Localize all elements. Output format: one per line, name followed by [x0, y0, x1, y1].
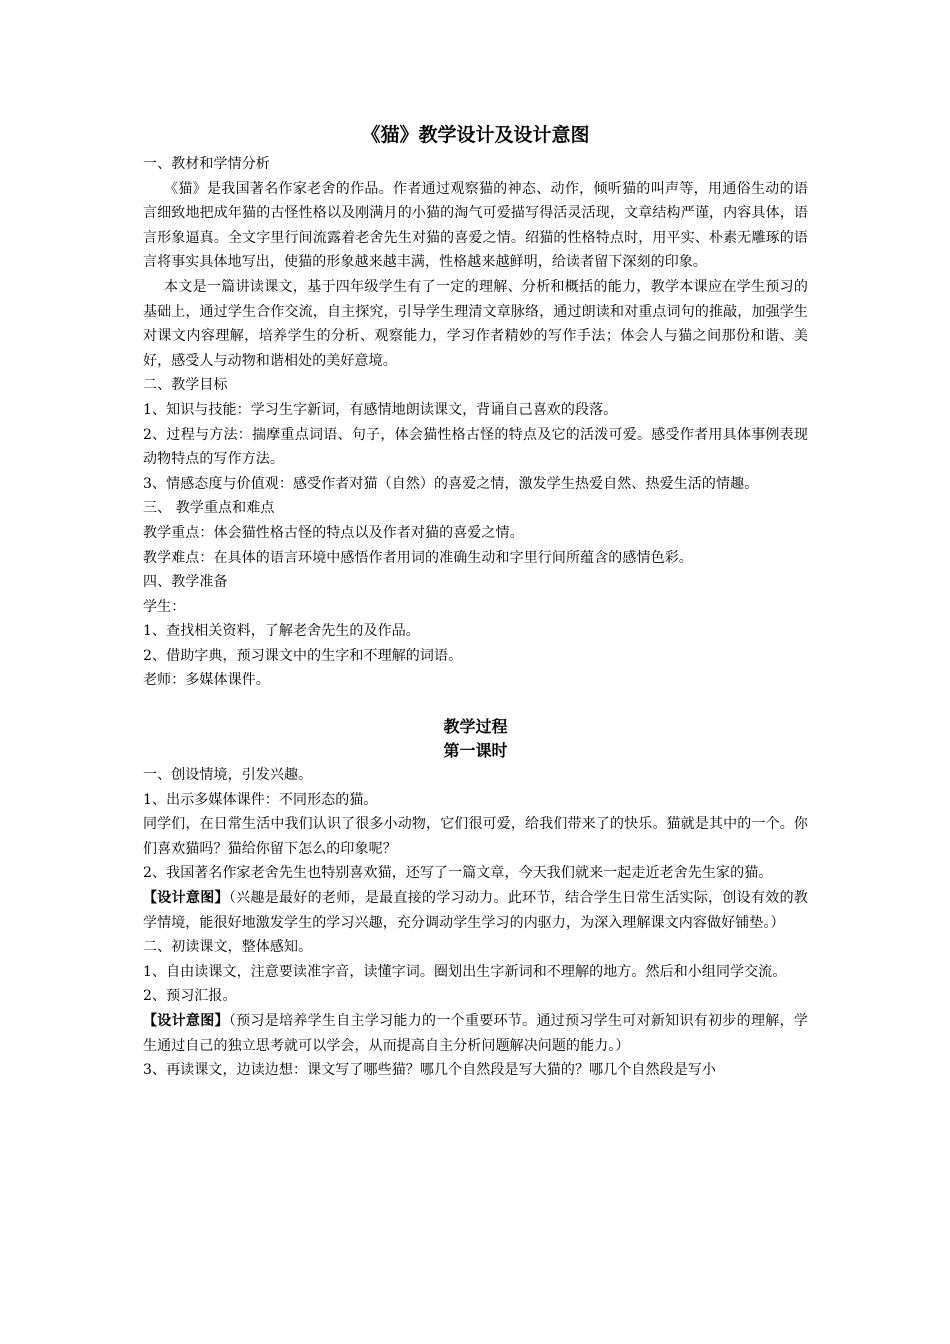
design-intent-2-text: （预习是培养学生自主学习能力的一个重要环节。通过预习学生可对新知识有初步的理解，学生通过自己的独立思考就可以学会，从而提高自主分析问题解决问题的能力。）	[143, 1013, 808, 1054]
document-page	[143, 120, 808, 1083]
step-2-item-2: 2、预习汇报。	[143, 988, 237, 1005]
section-spacer	[143, 693, 808, 715]
step-1-item-2: 2、我国著名作家老舍先生也特别喜欢猫，还写了一篇文章，今天我们就来一起走近老舍先生家的猫。	[143, 865, 773, 882]
paragraph-analysis-2: 本文是一篇讲读课文，基于四年级学生有了一定的理解、分析和概括的能力，教学本课应在学生预习的基础上，通过学生合作交流，自主探究，引导学生理清文章脉络，通过朗读和对重点词句的推敲，加强学生对课文内容理解，培养学生的分析、观察能力，学习作者精妙的写作手法；体会人与猫之间那份和谐、美好，感受人与动物和谐相处的美好意境。	[143, 278, 808, 369]
prep-item-1: 1、查找相关资料，了解老舍先生的及作品。	[143, 623, 420, 640]
heading-goals: 二、教学目标	[143, 377, 228, 394]
section-title-process: 教学过程	[443, 717, 508, 737]
section-subtitle-lesson-1: 第一课时	[443, 741, 508, 761]
teacher-prep: 老师：多媒体课件。	[143, 672, 270, 689]
step-1-item-1: 1、出示多媒体课件：不同形态的猫。	[143, 791, 378, 808]
paragraph-analysis-1: 《猫》是我国著名作家老舍的作品。作者通过观察猫的神态、动作，倾听猫的叫声等，用通俗生动的语言细致地把成年猫的古怪性格以及刚满月的小猫的淘气可爱描写得活灵活现，文章结构严谨，内容具体，语言形象逼真。全文字里行间流露着老舍先生对猫的喜爱之情。绍猫的性格特点时，用平实、朴素无雕琢的语言将事实具体地写出，使猫的形象越来越丰满，性格越来越鲜明，给读者留下深刻的印象。	[143, 180, 808, 271]
step-2-item-1: 1、自由读课文，注意要读准字音，读懂字词。圈划出生字新词和不理解的地方。然后和小组同学交流。	[143, 963, 787, 980]
step-2-heading: 二、初读课文，整体感知。	[143, 939, 313, 956]
goal-process: 2、过程与方法：揣摩重点词语、句子，体会猫性格古怪的特点及它的活泼可爱。感受作者用具体事例表现动物特点的写作方法。	[143, 426, 808, 468]
heading-preparation: 四、教学准备	[143, 574, 228, 591]
design-intent-1	[143, 886, 808, 935]
key-point: 教学重点：体会猫性格古怪的特点以及作者对猫的喜爱之情。	[143, 524, 524, 541]
design-intent-label: 【设计意图】	[143, 1013, 229, 1029]
step-1-heading: 一、创设情境，引发兴趣。	[143, 767, 313, 784]
heading-key-points: 三、 教学重点和难点	[143, 500, 275, 517]
design-intent-2	[143, 1009, 808, 1058]
goal-knowledge: 1、知识与技能：学习生字新词，有感情地朗读课文，背诵自己喜欢的段落。	[143, 401, 618, 418]
difficulty-point: 教学难点：在具体的语言环境中感悟作者用词的准确生动和字里行间所蕴含的感情色彩。	[143, 549, 693, 566]
document-title: 《猫》教学设计及设计意图	[361, 124, 590, 146]
design-intent-label: 【设计意图】	[143, 890, 229, 907]
prep-item-2: 2、借助字典，预习课文中的生字和不理解的词语。	[143, 647, 463, 664]
step-2-item-3: 3、再读课文，边读边想：课文写了哪些猫？哪几个自然段是写大猫的？哪几个自然段是写小	[143, 1062, 717, 1079]
student-label: 学生：	[143, 598, 186, 615]
goal-emotion: 3、情感态度与价值观：感受作者对猫（自然）的喜爱之情，激发学生热爱自然、热爱生活的情趣。	[143, 475, 759, 492]
heading-analysis: 一、教材和学情分析	[143, 156, 270, 172]
design-intent-1-text: （兴趣是最好的老师，是最直接的学习动力。此环节，结合学生日常生活实际，创设有效的教学情境，能很好地激发学生的学习兴趣，充分调动学生学习的内驱力，为深入理解课文内容做好铺垫。）	[143, 890, 808, 931]
step-1-text: 同学们，在日常生活中我们认识了很多小动物，它们很可爱，给我们带来了的快乐。猫就是其中的一个。你们喜欢猫吗？猫给你留下怎么的印象呢？	[143, 816, 808, 857]
